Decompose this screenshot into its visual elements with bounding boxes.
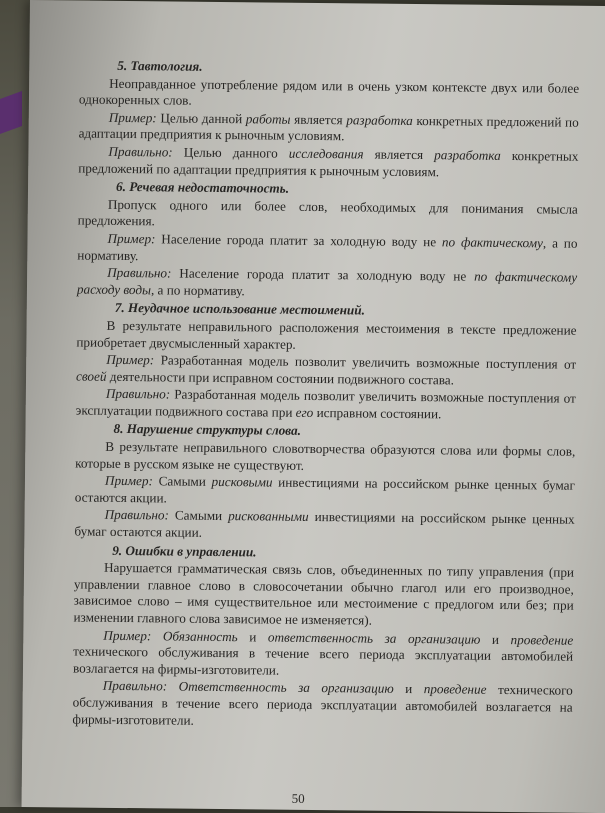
italic-word: по фактическому расходу воды (76, 268, 578, 298)
text: является (290, 111, 347, 128)
text: Население города платит за холодную воду не (155, 231, 443, 250)
italic-word: разработка (434, 147, 501, 163)
text: , а по нормативу. (150, 282, 245, 298)
correct-label: Правильно: (105, 386, 171, 402)
text: и (480, 631, 511, 647)
section-heading: 7. Неудачное использование местоимений. (114, 300, 366, 318)
text: инвестициями на российском рынке ценных бумаг остаются акции. (74, 509, 575, 540)
italic-word: его (295, 404, 314, 420)
text: конкретных предложений по адаптации предприятия к рыночным условиям. (78, 112, 579, 144)
italic-word: проведение (510, 631, 574, 648)
text: технического обслуживания в течение всего периода эксплуатации автомобилей возлагается на фирмы-изготовители. (72, 682, 573, 728)
text: и (393, 681, 424, 697)
text: и (237, 628, 269, 645)
italic-word: рисковыми (211, 474, 273, 490)
example (79, 109, 579, 147)
section-6 (77, 179, 578, 303)
book-page (22, 0, 605, 813)
text: Самыми (152, 473, 212, 490)
example (77, 230, 577, 268)
italic-word: ответственность за организацию (267, 629, 481, 647)
definition: Нарушается грамматическая связь слов, объединенных по типу управления (при управлении главное слово в словосочетании обычно глагол или его производное, зависимое слово – имя существительное или местоимение с предлогом или без; при изменении главного слова зависимое не изменяется). (73, 560, 575, 628)
section-8 (74, 421, 575, 545)
page-text (72, 56, 579, 734)
italic-word: работы (245, 111, 291, 127)
correct (77, 265, 577, 303)
example-label: Пример: (104, 473, 154, 489)
text: технического обслуживания в течение всего периода эксплуатации автомобилей возлагается на фирмы-изготовители. (72, 643, 574, 678)
example (73, 627, 573, 682)
text: , а по нормативу. (77, 235, 578, 263)
correct (76, 386, 576, 424)
section-heading: 6. Речевая недостаточность. (115, 179, 290, 196)
page-number: 50 (291, 790, 305, 806)
section-heading: 5. Тавтология. (117, 57, 203, 74)
correct-label: Правильно: (102, 678, 168, 694)
section-heading: 9. Ошибки в управлении. (112, 542, 257, 560)
italic-word: Ответственность за организацию (167, 678, 394, 697)
italic-word: проведение (423, 681, 487, 698)
italic-word: своей (75, 368, 107, 384)
text: является (363, 146, 435, 163)
section-5 (78, 58, 579, 182)
text: Население города платит за холодную воду не (171, 265, 475, 284)
example (76, 352, 576, 390)
section-heading: 8. Нарушение структуры слова. (113, 421, 301, 439)
example (75, 473, 575, 511)
section-9 (72, 542, 574, 733)
text: Целью данной (156, 110, 246, 127)
example-label: Пример: (108, 109, 157, 126)
text: Разработанная модель позволит увеличить возможные поступления от (154, 352, 577, 372)
definition: Неоправданное употребление рядом или в очень узком контексте двух или более однокоренных слов. (78, 75, 580, 108)
italic-word: рискованными (228, 508, 309, 525)
correct-label: Правильно: (108, 143, 173, 160)
text: конкретных предложений по адаптации предприятия к рыночным условиям. (78, 147, 579, 179)
correct (72, 678, 572, 733)
text: исправном состоянии. (313, 404, 442, 422)
text: Самыми (168, 507, 229, 524)
italic-word: исследования (288, 145, 364, 162)
definition: Пропуск одного или более слов, необходимых для понимания смысла предложения. (77, 196, 578, 229)
correct (74, 507, 574, 545)
italic-word: по фактическому (441, 234, 544, 251)
definition: В результате неправильного расположения местоимения в тексте предложение приобретает двусмысленный характер. (76, 317, 577, 352)
italic-word: разработка (346, 112, 413, 128)
text: инвестициями на российском рынке ценных бумаг остаются акции. (74, 474, 576, 506)
text: Целью данного (172, 144, 289, 161)
example-label: Пример: (107, 230, 156, 247)
example-label: Пример: (106, 351, 155, 368)
section-7 (76, 300, 577, 424)
correct (78, 143, 578, 181)
text: Разработанная модель позволит увеличить возможные поступления от эксплуатации подвижного состава при (75, 386, 576, 420)
definition: В результате неправильного словотворчества образуются слова или формы слов, которые в русском языке не существуют. (75, 438, 576, 473)
italic-word: Обязанность (151, 627, 238, 644)
correct-label: Правильно: (104, 507, 170, 523)
example-label: Пример: (103, 627, 152, 643)
correct-label: Правильно: (107, 264, 172, 281)
text: деятельности при исправном состоянии подвижного состава. (106, 368, 455, 388)
